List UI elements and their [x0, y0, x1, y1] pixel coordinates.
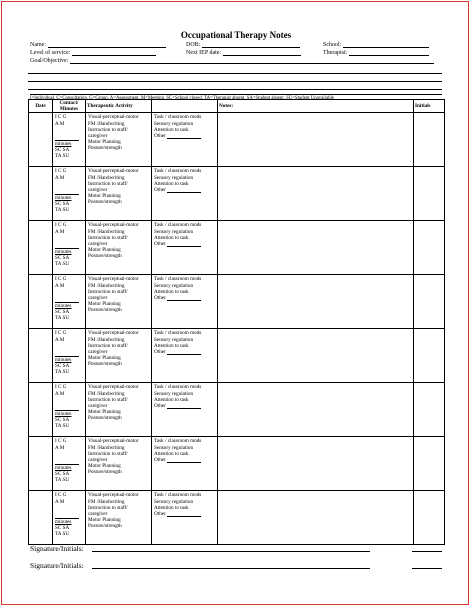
- activity-option[interactable]: Visual-perceptual-motor: [88, 438, 139, 445]
- notes-cell[interactable]: [218, 275, 414, 329]
- notes-cell[interactable]: [218, 383, 414, 437]
- absence-codes[interactable]: TA SU: [55, 315, 70, 322]
- absence-codes[interactable]: TA SU: [55, 423, 70, 430]
- other-line[interactable]: [167, 187, 201, 193]
- activity-option[interactable]: Visual-perceptual-motor: [88, 222, 139, 229]
- level-of-service-field[interactable]: [30, 49, 156, 56]
- activity-option[interactable]: FM /Handwriting: [88, 120, 125, 127]
- other-line[interactable]: [167, 241, 201, 247]
- modification-option[interactable]: Sensory regulation: [154, 228, 194, 235]
- code-legend: I=Individual, C=Consultation, G=Group, A=Assessment, M=Meeting, SC=School closed, TA=Therapist absent, SA=Student absent, SU=Student Unavailable: [30, 94, 442, 101]
- absence-codes[interactable]: SC SA: [55, 309, 70, 316]
- activity-option[interactable]: Instruction to staff/: [88, 126, 128, 133]
- date-cell[interactable]: [29, 167, 53, 221]
- notes-table: [28, 99, 445, 545]
- absence-codes[interactable]: SC SA: [55, 471, 70, 478]
- next-iep-line: [223, 49, 301, 56]
- goal-line-3[interactable]: [28, 81, 442, 82]
- modification-option[interactable]: Task / classroom mods: [154, 492, 202, 499]
- activity-option[interactable]: Motor Planning: [88, 517, 121, 524]
- other-line[interactable]: [167, 403, 201, 409]
- table-row: [29, 221, 445, 275]
- name-label: Name:: [30, 42, 46, 48]
- absence-codes[interactable]: TA SU: [55, 531, 70, 538]
- date-cell[interactable]: [29, 113, 53, 167]
- initials-line-1[interactable]: [412, 551, 442, 552]
- table-row: [29, 491, 445, 545]
- modification-other[interactable]: [154, 133, 215, 139]
- modification-option[interactable]: Sensory regulation: [154, 390, 194, 397]
- date-cell[interactable]: [29, 383, 53, 437]
- other-line[interactable]: [167, 133, 201, 139]
- initials-cell[interactable]: [414, 491, 445, 545]
- table-row: [29, 437, 445, 491]
- initials-cell[interactable]: [414, 437, 445, 491]
- contact-codes[interactable]: I C G: [55, 276, 67, 283]
- activity-option[interactable]: Motor Planning: [88, 355, 121, 362]
- contact-codes[interactable]: A M: [55, 390, 65, 397]
- absence-codes[interactable]: SC SA: [55, 255, 70, 262]
- absence-codes[interactable]: SC SA: [55, 201, 70, 208]
- notes-cell[interactable]: [218, 329, 414, 383]
- level-of-service-label: Level of service:: [30, 50, 71, 56]
- activity-option[interactable]: Instruction to staff/: [88, 288, 128, 295]
- absence-codes[interactable]: SC SA: [55, 363, 70, 370]
- minutes-label: minutes: [55, 248, 72, 255]
- goal-label: Goal/Objective:: [30, 58, 69, 64]
- modification-other[interactable]: [154, 187, 215, 193]
- modifications-cell[interactable]: [152, 113, 218, 167]
- activity-option[interactable]: Posture/strength: [88, 253, 122, 260]
- table-row: [29, 113, 445, 167]
- modification-option[interactable]: Sensory regulation: [154, 120, 194, 127]
- absence-codes[interactable]: SC SA: [55, 525, 70, 532]
- contact-minutes-cell[interactable]: [53, 383, 86, 437]
- activity-option[interactable]: Motor Planning: [88, 409, 121, 416]
- modification-option[interactable]: Task / classroom mods: [154, 222, 202, 229]
- activity-option[interactable]: Posture/strength: [88, 523, 122, 530]
- activity-option[interactable]: Visual-perceptual-motor: [88, 330, 139, 337]
- activity-option[interactable]: Motor Planning: [88, 463, 121, 470]
- minutes-label: minutes: [55, 464, 72, 471]
- activity-option[interactable]: caregiver: [88, 187, 108, 194]
- next-iep-field[interactable]: [186, 49, 301, 56]
- activity-option[interactable]: Motor Planning: [88, 193, 121, 200]
- page-title: Occupational Therapy Notes: [180, 30, 292, 40]
- activity-option[interactable]: Visual-perceptual-motor: [88, 492, 139, 499]
- activity-option[interactable]: FM /Handwriting: [88, 444, 125, 451]
- activity-option[interactable]: FM /Handwriting: [88, 498, 125, 505]
- activity-option[interactable]: Instruction to staff/: [88, 504, 128, 511]
- header-contact-minutes: Contact/ Minutes: [53, 100, 86, 113]
- signature-label-2: Signature/Initials:: [30, 561, 84, 570]
- activity-option[interactable]: Posture/strength: [88, 361, 122, 368]
- contact-codes[interactable]: I C G: [55, 492, 67, 499]
- modifications-cell[interactable]: [152, 329, 218, 383]
- contact-codes[interactable]: A M: [55, 228, 65, 235]
- modification-other[interactable]: [154, 457, 215, 463]
- contact-codes[interactable]: A M: [55, 498, 65, 505]
- notes-cell[interactable]: [218, 113, 414, 167]
- other-label: Other: [154, 133, 166, 140]
- modification-option[interactable]: Task / classroom mods: [154, 438, 202, 445]
- other-label: Other: [154, 187, 166, 194]
- table-row: [29, 383, 445, 437]
- goal-line-4[interactable]: [28, 89, 442, 90]
- absence-codes[interactable]: TA SU: [55, 153, 70, 160]
- contact-codes[interactable]: I C G: [55, 438, 67, 445]
- modification-other[interactable]: [154, 295, 215, 301]
- other-line[interactable]: [167, 295, 201, 301]
- initials-cell[interactable]: [414, 113, 445, 167]
- activity-option[interactable]: Posture/strength: [88, 307, 122, 314]
- modification-option[interactable]: Attention to task: [154, 450, 189, 457]
- therapeutic-activity-cell[interactable]: [86, 113, 152, 167]
- modification-option[interactable]: Task / classroom mods: [154, 330, 202, 337]
- other-label: Other: [154, 457, 166, 464]
- activity-option[interactable]: Posture/strength: [88, 199, 122, 206]
- contact-codes[interactable]: I C G: [55, 114, 67, 121]
- other-line[interactable]: [167, 349, 201, 355]
- activity-option[interactable]: Instruction to staff/: [88, 342, 128, 349]
- school-label: School:: [323, 42, 342, 48]
- dob-field[interactable]: [186, 41, 300, 48]
- goal-line-2[interactable]: [28, 73, 442, 74]
- modification-option[interactable]: Attention to task: [154, 396, 189, 403]
- activity-option[interactable]: FM /Handwriting: [88, 390, 125, 397]
- absence-codes[interactable]: SC SA: [55, 417, 70, 424]
- activity-option[interactable]: caregiver: [88, 133, 108, 140]
- date-cell[interactable]: [29, 437, 53, 491]
- activity-option[interactable]: caregiver: [88, 457, 108, 464]
- header-notes: Notes:: [218, 100, 414, 113]
- therapeutic-activity-cell[interactable]: [86, 167, 152, 221]
- therapeutic-activity-cell[interactable]: [86, 491, 152, 545]
- contact-codes[interactable]: A M: [55, 174, 65, 181]
- minutes-label: minutes: [55, 410, 72, 417]
- modifications-cell[interactable]: [152, 383, 218, 437]
- contact-codes[interactable]: A M: [55, 444, 65, 451]
- modifications-cell[interactable]: [152, 275, 218, 329]
- therapeutic-activity-cell[interactable]: [86, 437, 152, 491]
- date-cell[interactable]: [29, 491, 53, 545]
- modification-other[interactable]: [154, 511, 215, 517]
- minutes-label: minutes: [55, 140, 72, 147]
- signature-label-1: Signature/Initials:: [30, 544, 84, 553]
- activity-option[interactable]: Motor Planning: [88, 301, 121, 308]
- initials-cell[interactable]: [414, 275, 445, 329]
- contact-minutes-cell[interactable]: [53, 221, 86, 275]
- modification-option[interactable]: Attention to task: [154, 126, 189, 133]
- modification-option[interactable]: Sensory regulation: [154, 282, 194, 289]
- name-line: [48, 41, 166, 48]
- contact-minutes-cell[interactable]: [53, 275, 86, 329]
- activity-option[interactable]: FM /Handwriting: [88, 282, 125, 289]
- school-line: [343, 41, 429, 48]
- date-cell[interactable]: [29, 275, 53, 329]
- therapist-field[interactable]: [323, 49, 429, 56]
- other-label: Other: [154, 511, 166, 518]
- activity-option[interactable]: Visual-perceptual-motor: [88, 114, 139, 121]
- table-row: [29, 167, 445, 221]
- modification-other[interactable]: [154, 403, 215, 409]
- minutes-label: minutes: [55, 356, 72, 363]
- contact-codes[interactable]: I C G: [55, 330, 67, 337]
- absence-codes[interactable]: TA SU: [55, 369, 70, 376]
- activity-option[interactable]: Motor Planning: [88, 139, 121, 146]
- header-date: Date: [29, 100, 53, 113]
- other-line[interactable]: [167, 511, 201, 517]
- activity-option[interactable]: Visual-perceptual-motor: [88, 168, 139, 175]
- signature-line-1[interactable]: [92, 551, 370, 552]
- absence-codes[interactable]: SC SA: [55, 147, 70, 154]
- activity-option[interactable]: caregiver: [88, 349, 108, 356]
- contact-codes[interactable]: A M: [55, 336, 65, 343]
- modification-option[interactable]: Task / classroom mods: [154, 114, 202, 121]
- modification-option[interactable]: Sensory regulation: [154, 498, 194, 505]
- modification-other[interactable]: [154, 349, 215, 355]
- activity-option[interactable]: Instruction to staff/: [88, 396, 128, 403]
- absence-codes[interactable]: TA SU: [55, 207, 70, 214]
- modification-option[interactable]: Task / classroom mods: [154, 384, 202, 391]
- modification-option[interactable]: Task / classroom mods: [154, 276, 202, 283]
- contact-codes[interactable]: I C G: [55, 222, 67, 229]
- absence-codes[interactable]: TA SU: [55, 261, 70, 268]
- initials-cell[interactable]: [414, 329, 445, 383]
- activity-option[interactable]: caregiver: [88, 403, 108, 410]
- activity-option[interactable]: FM /Handwriting: [88, 228, 125, 235]
- activity-option[interactable]: Posture/strength: [88, 415, 122, 422]
- modification-option[interactable]: Sensory regulation: [154, 174, 194, 181]
- contact-minutes-cell[interactable]: [53, 329, 86, 383]
- header-initials: Initials: [414, 100, 445, 113]
- contact-codes[interactable]: A M: [55, 120, 65, 127]
- therapeutic-activity-cell[interactable]: [86, 383, 152, 437]
- modification-option[interactable]: Attention to task: [154, 180, 189, 187]
- notes-table-body: [29, 113, 445, 545]
- other-label: Other: [154, 349, 166, 356]
- contact-minutes-cell[interactable]: [53, 167, 86, 221]
- date-cell[interactable]: [29, 329, 53, 383]
- contact-codes[interactable]: I C G: [55, 168, 67, 175]
- goal-line-1: [70, 57, 434, 64]
- activity-option[interactable]: Motor Planning: [88, 247, 121, 254]
- modification-option[interactable]: Attention to task: [154, 234, 189, 241]
- dob-line: [202, 41, 300, 48]
- activity-option[interactable]: FM /Handwriting: [88, 336, 125, 343]
- modifications-cell[interactable]: [152, 167, 218, 221]
- initials-cell[interactable]: [414, 383, 445, 437]
- other-label: Other: [154, 295, 166, 302]
- school-field[interactable]: [323, 41, 429, 48]
- minutes-label: minutes: [55, 302, 72, 309]
- contact-minutes-cell[interactable]: [53, 437, 86, 491]
- minutes-label: minutes: [55, 518, 72, 525]
- notes-cell[interactable]: [218, 437, 414, 491]
- activity-option[interactable]: Instruction to staff/: [88, 234, 128, 241]
- modification-option[interactable]: Task / classroom mods: [154, 168, 202, 175]
- therapeutic-activity-cell[interactable]: [86, 275, 152, 329]
- activity-option[interactable]: Visual-perceptual-motor: [88, 384, 139, 391]
- absence-codes[interactable]: TA SU: [55, 477, 70, 484]
- contact-minutes-cell[interactable]: [53, 113, 86, 167]
- modification-option[interactable]: Attention to task: [154, 288, 189, 295]
- dob-label: DOB:: [186, 42, 201, 48]
- activity-option[interactable]: caregiver: [88, 241, 108, 248]
- header-modifications: [152, 100, 218, 113]
- notes-cell[interactable]: [218, 221, 414, 275]
- activity-option[interactable]: Posture/strength: [88, 469, 122, 476]
- modification-option[interactable]: Sensory regulation: [154, 336, 194, 343]
- activity-option[interactable]: caregiver: [88, 295, 108, 302]
- other-label: Other: [154, 403, 166, 410]
- signature-line-2[interactable]: [92, 568, 370, 569]
- notes-cell[interactable]: [218, 167, 414, 221]
- modifications-cell[interactable]: [152, 221, 218, 275]
- table-row: [29, 329, 445, 383]
- goal-field[interactable]: [30, 57, 434, 64]
- table-row: [29, 275, 445, 329]
- initials-cell[interactable]: [414, 167, 445, 221]
- other-label: Other: [154, 241, 166, 248]
- modification-other[interactable]: [154, 241, 215, 247]
- therapist-label: Therapist:: [323, 50, 348, 56]
- contact-minutes-cell[interactable]: [53, 491, 86, 545]
- activity-option[interactable]: caregiver: [88, 511, 108, 518]
- modifications-cell[interactable]: [152, 437, 218, 491]
- activity-option[interactable]: Posture/strength: [88, 145, 122, 152]
- initials-cell[interactable]: [414, 221, 445, 275]
- table-header-row: [29, 100, 445, 113]
- level-of-service-line: [72, 49, 156, 56]
- activity-option[interactable]: Instruction to staff/: [88, 180, 128, 187]
- name-field[interactable]: [30, 41, 166, 48]
- therapeutic-activity-cell[interactable]: [86, 221, 152, 275]
- modifications-cell[interactable]: [152, 491, 218, 545]
- date-cell[interactable]: [29, 221, 53, 275]
- modification-option[interactable]: Attention to task: [154, 504, 189, 511]
- activity-option[interactable]: Visual-perceptual-motor: [88, 276, 139, 283]
- notes-cell[interactable]: [218, 491, 414, 545]
- minutes-label: minutes: [55, 194, 72, 201]
- activity-option[interactable]: Instruction to staff/: [88, 450, 128, 457]
- initials-line-2[interactable]: [412, 568, 442, 569]
- contact-codes[interactable]: I C G: [55, 384, 67, 391]
- therapist-line: [349, 49, 429, 56]
- next-iep-label: Next IEP date:: [186, 50, 222, 56]
- modification-option[interactable]: Sensory regulation: [154, 444, 194, 451]
- therapeutic-activity-cell[interactable]: [86, 329, 152, 383]
- contact-codes[interactable]: A M: [55, 282, 65, 289]
- other-line[interactable]: [167, 457, 201, 463]
- header-therapeutic-activity: Therapeutic Activity: [86, 100, 152, 113]
- activity-option[interactable]: FM /Handwriting: [88, 174, 125, 181]
- modification-option[interactable]: Attention to task: [154, 342, 189, 349]
